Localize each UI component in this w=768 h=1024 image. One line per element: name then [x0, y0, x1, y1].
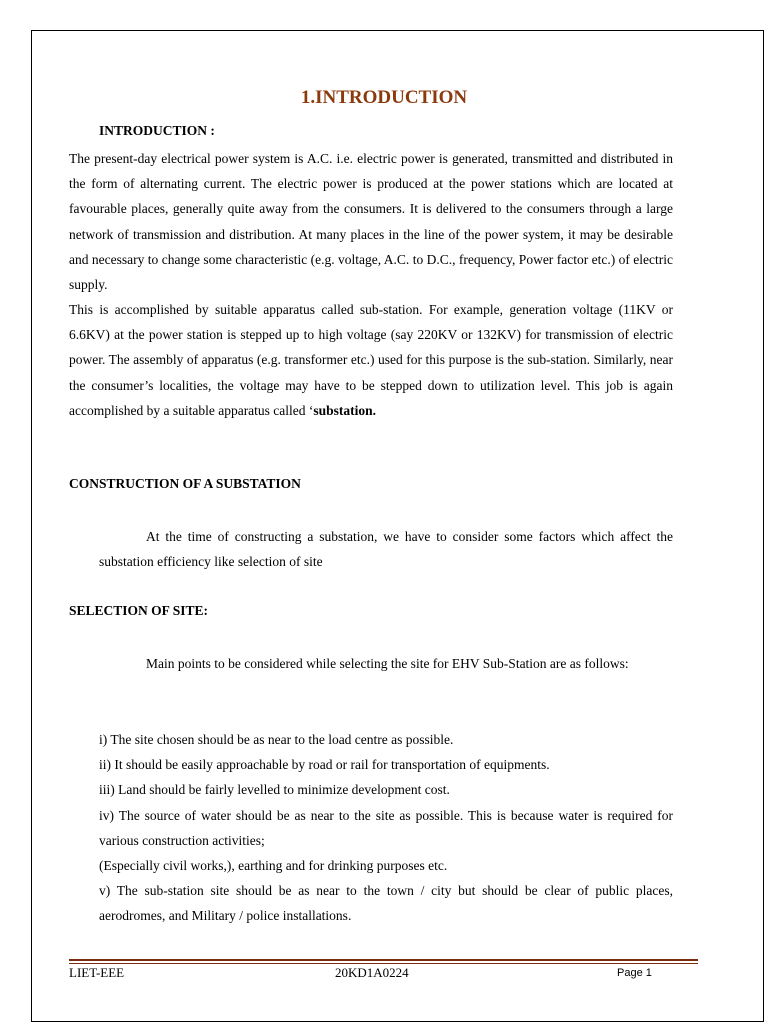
site-paragraph-text: Main points to be considered while selecting the site for EHV Sub-Station are as follows: [146, 656, 629, 671]
site-points-list [99, 727, 673, 929]
list-item: i) The site chosen should be as near to the load centre as possible. [99, 732, 454, 747]
footer-left: LIET-EEE [69, 965, 125, 980]
footer-rule-thick [69, 959, 698, 961]
substation-term: substation. [313, 402, 377, 418]
intro-paragraph: The present-day electrical power system is A.C. i.e. electric power is generated, transmitted and distributed in the form of alternating current. The electric power is produced at the power stations which are located at favourable places, generally quite away from the consumers. It is delivered to the consumers through a large network of transmission and distribution. At many places in the line of the power system, it may be desirable and necessary to change some characteristic (e.g. voltage, A.C. to D.C., frequency, Power factor etc.) of electric supply. [69, 151, 673, 293]
page-title: 1.INTRODUCTION [300, 87, 468, 108]
list-item: (Especially civil works,), earthing and for drinking purposes etc. [99, 858, 448, 874]
site-heading: SELECTION OF SITE: [69, 603, 209, 618]
intro-paragraph-2 [69, 297, 673, 423]
intro-heading: INTRODUCTION : [99, 123, 215, 138]
construction-heading: CONSTRUCTION OF A SUBSTATION [69, 476, 301, 491]
list-item: iii) Land should be fairly levelled to minimize development cost. [99, 782, 450, 798]
construction-paragraph-text: At the time of constructing a substation, we have to consider some factors which affect the substation efficiency like selection of site [99, 529, 673, 570]
site-paragraph [99, 651, 673, 676]
construction-paragraph [99, 524, 673, 574]
footer-center: 20KD1A0224 [335, 965, 409, 980]
list-item: iv) The source of water should be as near to the site as possible. This is because water is required for various construction activities; [99, 807, 673, 848]
intro-paragraph-2-text: This is accomplished by suitable apparatus called sub-station. For example, generation voltage (11KV or 6.6KV) at the power station is stepped up to high voltage (say 220KV or 132KV) for transmission of electric power. The assembly of apparatus (e.g. transformer etc.) used for this purpose is the sub-station. Similarly, near the consumer’s localities, the voltage may have to be stepped down to utilization level. This job is again accomplished by a suitable apparatus called ‘ [69, 302, 673, 418]
list-item: v) The sub-station site should be as near to the town / city but should be clear of public places, aerodromes, and Military / police installations. [99, 883, 673, 924]
footer-rule-thin [69, 963, 698, 964]
list-item: ii) It should be easily approachable by road or rail for transportation of equipments. [99, 757, 550, 773]
page-number: Page 1 [617, 967, 652, 979]
